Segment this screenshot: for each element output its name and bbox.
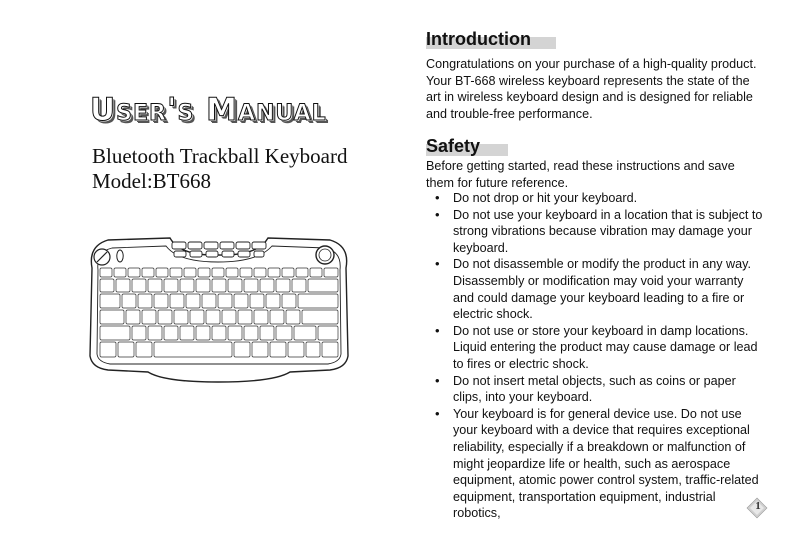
safety-paragraph (426, 158, 766, 191)
connect-button (117, 250, 123, 262)
list-item: • Do not drop or hit your keyboard. (426, 190, 766, 207)
model-number: Model:BT668 (92, 169, 211, 193)
list-item: • Do not disassemble or modify the product in any way. Disassembly or modification may void your warranty and could damage your keyboard leading to a fire or electric shock. (426, 256, 766, 322)
safety-bullet-list (426, 190, 766, 522)
page-number: 1 (755, 500, 761, 512)
safety-heading: Safety (426, 136, 508, 156)
introduction-paragraph (426, 56, 766, 122)
list-item: • Your keyboard is for general device use. Do not use your keyboard with a device that requires exceptional reliability, especially if a breakdown or malfunction of might jeopardize life or health, such as aerospace equipment, atomic power control system, traffic-related equipment, transportation equipment, industrial robotics, (426, 406, 766, 522)
safety-intro-text: Before getting started, read these instructions and save them for future reference. (426, 159, 735, 190)
list-item: • Do not insert metal objects, such as coins or paper clips, into your keyboard. (426, 373, 766, 406)
product-name: Bluetooth Trackball Keyboard (92, 144, 348, 168)
introduction-text: Congratulations on your purchase of a high-quality product. Your BT-668 wireless keyboard represents the state of the art in wireless keyboard design and is designed for reliable and trouble-free performance. (426, 57, 757, 121)
key-grid (100, 268, 338, 357)
introduction-heading: Introduction (426, 29, 556, 49)
list-item: • Do not use or store your keyboard in damp locations. Liquid entering the product may cause damage or lead to fires or electric shock. (426, 323, 766, 373)
manual-title: User's Manual (90, 92, 327, 128)
keyboard-illustration (78, 228, 360, 388)
list-item: • Do not use your keyboard in a location that is subject to strong vibrations because vibration may damage your keyboard. (426, 207, 766, 257)
